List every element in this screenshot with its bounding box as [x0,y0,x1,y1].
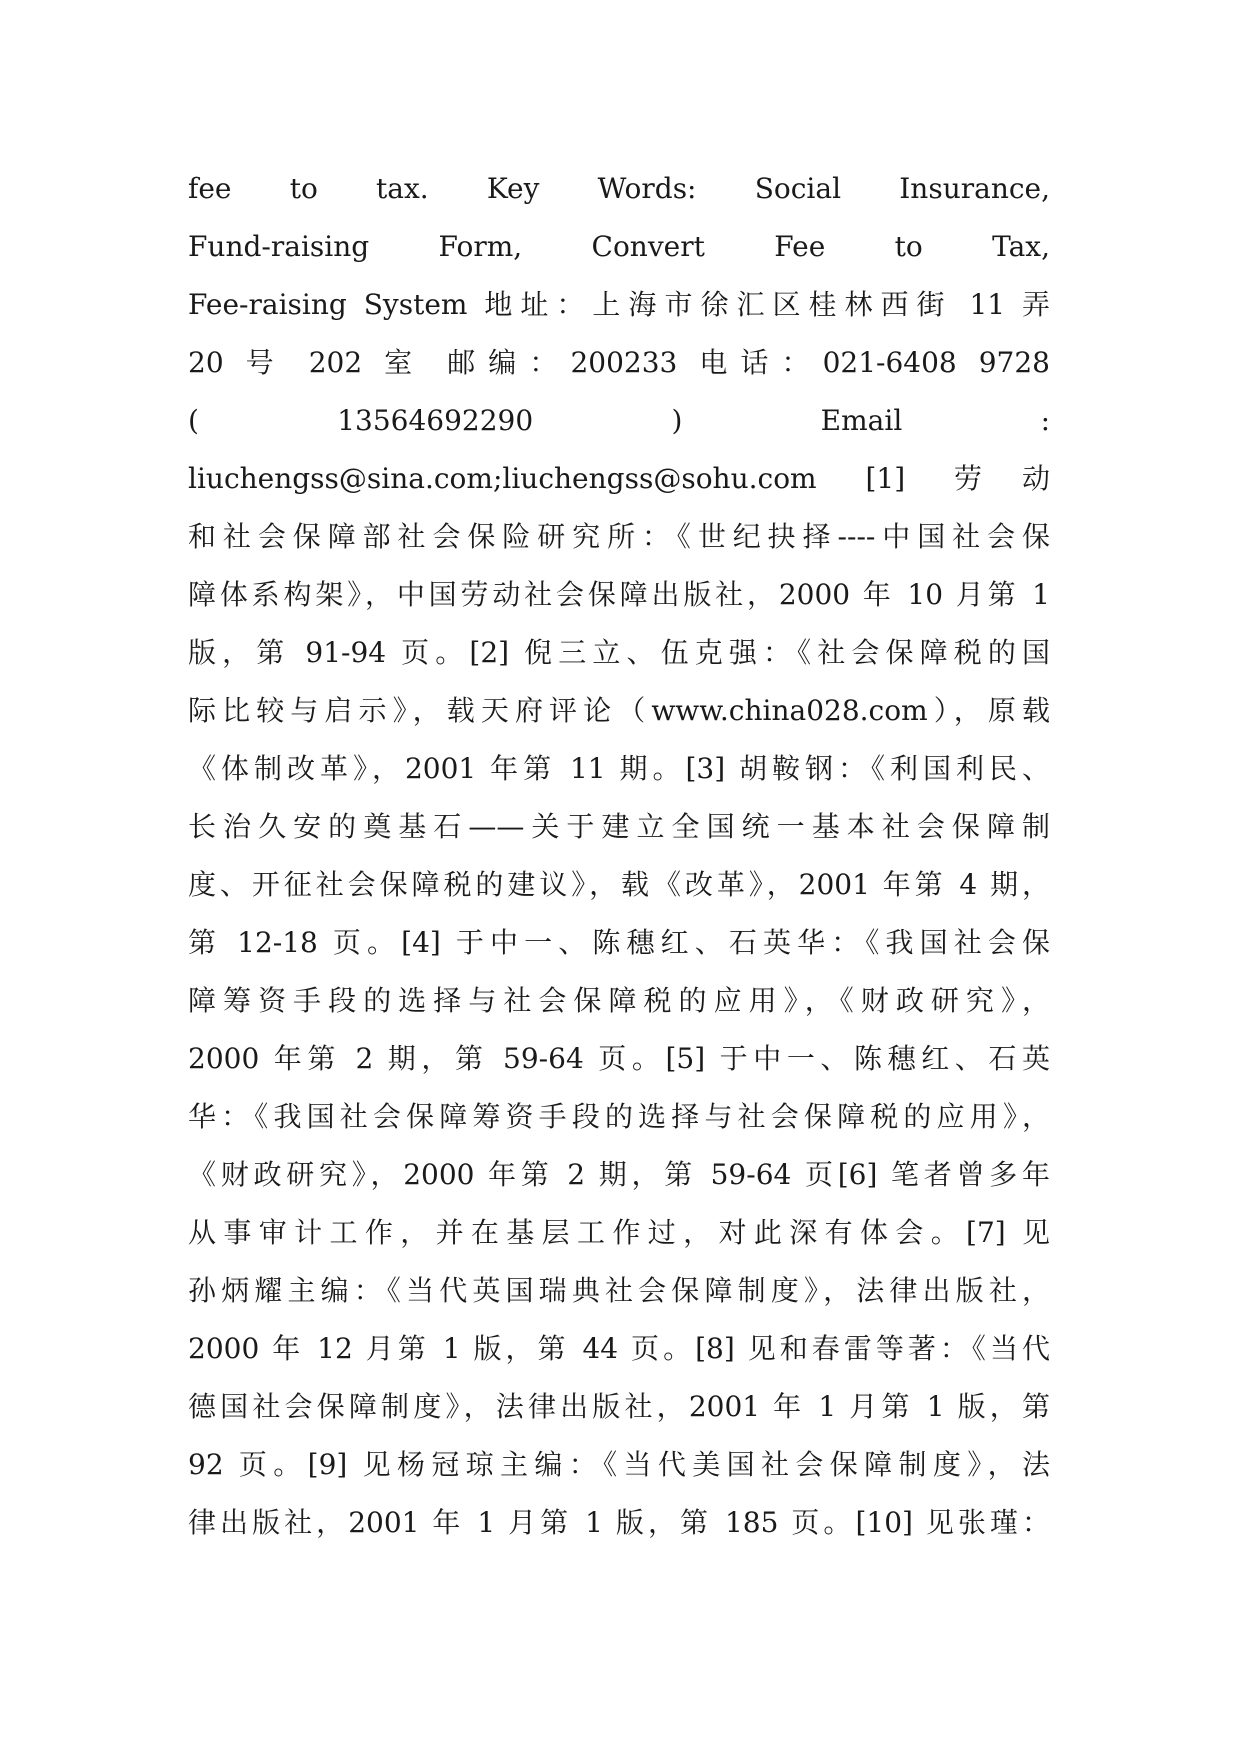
text-line: 度、开征社会保障税的建议》，载《改革》，2001 年第 4 期， [188,868,1050,901]
text-line: Fund-raising Form, Convert Fee to Tax, [188,230,1050,263]
text-line: 障筹资手段的选择与社会保障税的应用》，《财政研究》， [188,984,1050,1017]
text-line: 律出版社，2001 年 1 月第 1 版，第 185 页。[10] 见张瑾： [188,1506,1050,1539]
text-line: 92 页。[9] 见杨冠琼主编：《当代美国社会保障制度》，法 [188,1448,1050,1481]
text-line: 德国社会保障制度》，法律出版社，2001 年 1 月第 1 版，第 [188,1390,1050,1423]
text-line: 第 12-18 页。[4] 于中一、陈穗红、石英华：《我国社会保 [188,926,1050,959]
text-line: 孙炳耀主编：《当代英国瑞典社会保障制度》，法律出版社， [188,1274,1050,1307]
text-line: Fee-raising System 地址：上海市徐汇区桂林西街 11 弄 [188,288,1050,321]
text-line: 《体制改革》，2001 年第 11 期。[3] 胡鞍钢：《利国利民、 [188,752,1050,785]
text-line: 《财政研究》，2000 年第 2 期，第 59-64 页[6] 笔者曾多年 [188,1158,1050,1191]
text-line: 际比较与启示》，载天府评论（www.china028.com），原载 [188,694,1050,727]
text-line: 障体系构架》，中国劳动社会保障出版社，2000 年 10 月第 1 [188,578,1050,611]
text-line: 20 号 202 室 邮编：200233 电话：021-6408 9728 [188,346,1050,379]
text-line: 华：《我国社会保障筹资手段的选择与社会保障税的应用》， [188,1100,1050,1133]
text-line: 2000 年 12 月第 1 版，第 44 页。[8] 见和春雷等著：《当代 [188,1332,1050,1365]
text-line: 和社会保障部社会保险研究所：《世纪抉择----中国社会保 [188,520,1050,553]
text-line: fee to tax. Key Words: Social Insurance, [188,172,1050,205]
body-text [188,160,1050,1552]
text-line: liuchengss@sina.com;liuchengss@sohu.com [1] 劳动 [188,462,1050,495]
text-line: 2000 年第 2 期，第 59-64 页。[5] 于中一、陈穗红、石英 [188,1042,1050,1075]
text-line: 从事审计工作，并在基层工作过，对此深有体会。[7] 见 [188,1216,1050,1249]
text-line: 长治久安的奠基石——关于建立全国统一基本社会保障制 [188,810,1050,843]
text-line: 版，第 91-94 页。[2] 倪三立、伍克强：《社会保障税的国 [188,636,1050,669]
text-line: ( 13564692290 ) Email : [188,404,1050,437]
